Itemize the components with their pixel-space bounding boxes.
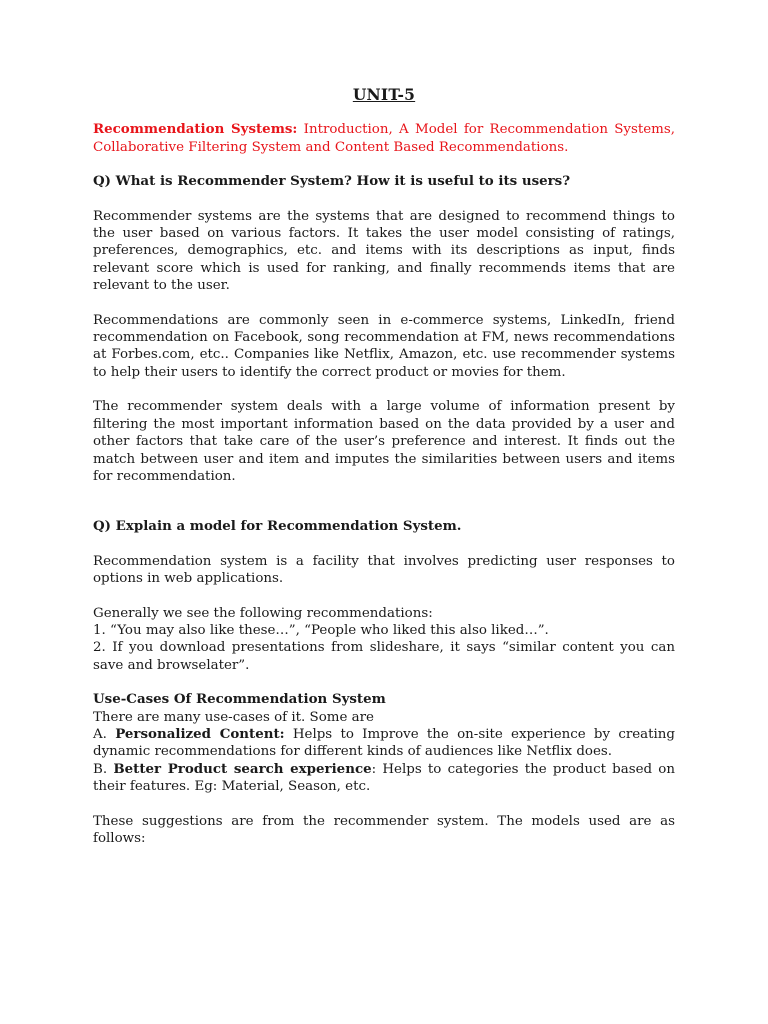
question-2: Q) Explain a model for Recommendation System. [93, 518, 462, 535]
usecase-a-label: Personalized Content: [115, 725, 285, 742]
usecase-b-prefix: B. [93, 761, 114, 777]
list-item-1: 1. “You may also like these…”, “People who liked this also liked…”. [93, 622, 549, 638]
usecases-heading: Use-Cases Of Recommendation System [93, 691, 386, 708]
q1-paragraph-2: Recommendations are commonly seen in e-commerce systems, LinkedIn, friend recommendation on Facebook, song recommendation at FM, news recommendations at Forbes.com, etc.. Companies like Netflix, Amazon, etc. use recommender systems to help their users to identify the correct product or movies for them. [93, 312, 675, 380]
usecase-b-text: : Helps to categories the product based on their features. Eg: Material, Season, etc. [93, 761, 675, 795]
usecase-a-prefix: A. [93, 726, 116, 742]
closing-paragraph: These suggestions are from the recommender system. The models used are as follows: [93, 813, 675, 846]
intro-paragraph [93, 121, 675, 156]
q1-paragraph-1: Recommender systems are the systems that are designed to recommend things to the user based on various factors. It takes the user model consisting of ratings, preferences, demographics, etc. and items with its descriptions as input, finds relevant score which is used for ranking, and finally recommends items that are relevant to the user. [93, 208, 675, 294]
usecases-intro: There are many use-cases of it. Some are [93, 709, 374, 725]
usecase-a [93, 726, 675, 761]
usecase-a-text: Helps to Improve the on-site experience by creating dynamic recommendations for different kinds of audiences like Netflix does. [93, 726, 676, 760]
intro-lead: Recommendation Systems: [93, 121, 298, 138]
usecase-b [93, 761, 675, 796]
question-1: Q) What is Recommender System? How it is useful to its users? [93, 173, 571, 190]
q2-paragraph-1: Recommendation system is a facility that involves predicting user responses to options in web applications. [93, 553, 675, 587]
usecase-b-label: Better Product search experience [113, 760, 372, 777]
intro-text: Introduction, A Model for Recommendation Systems, Collaborative Filtering System and Content Based Recommendations. [93, 122, 675, 155]
list-intro: Generally we see the following recommendations: [93, 605, 433, 621]
q1-paragraph-3: The recommender system deals with a large volume of information present by filtering the most important information based on the data provided by a user and other factors that take care of the user’s preference and interest. It finds out the match between user and item and imputes the similarities between users and items for recommendation. [93, 399, 675, 484]
document-page [93, 86, 675, 847]
list-item-2: 2. If you download presentations from slideshare, it says “similar content you can save and browselater”. [93, 640, 675, 673]
unit-title: UNIT-5 [352, 85, 416, 104]
